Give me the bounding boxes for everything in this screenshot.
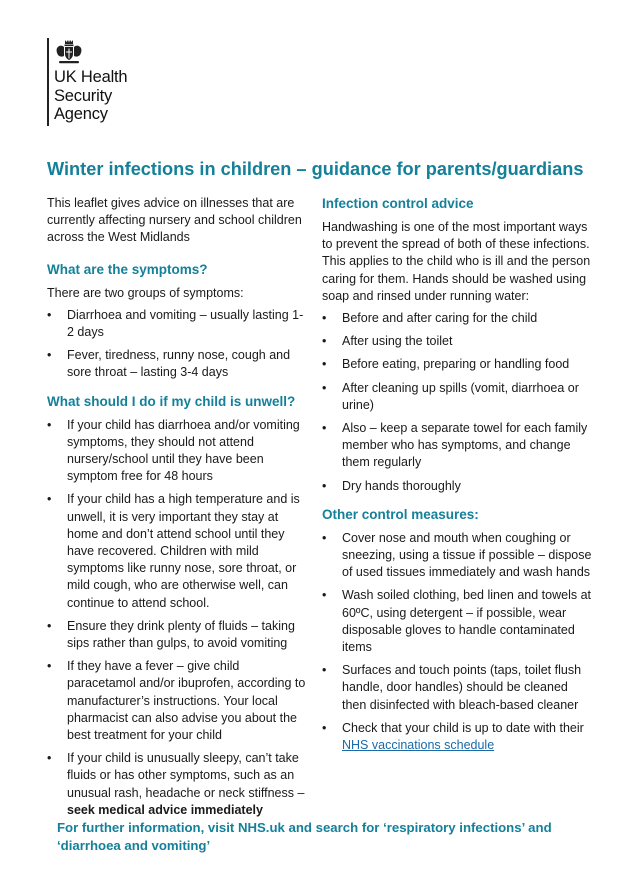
org-name-line1: UK Health [54,68,128,86]
bullet-icon: • [322,530,327,545]
bullet-icon: • [322,478,327,493]
urgent-advice: seek medical advice immediately [67,802,263,817]
list-item-text: If your child is unusually sleepy, can’t take fluids or has other symptoms, such as an unusual rash, headache or neck stiffness – [67,751,305,800]
bullet-icon: • [47,751,52,766]
logo-divider [47,38,49,126]
list-item-text: If your child has diarrhoea and/or vomiting symptoms, they should not attend nursery/school until they have been symptom free for 48 hours [67,417,300,484]
list-item [322,333,592,350]
list-item [322,478,592,495]
other-measures-heading: Other control measures: [322,506,479,522]
list-item-text: Cover nose and mouth when coughing or sneezing, using a tissue if possible – dispose of used tissues immediately and wash hands [342,530,592,580]
bullet-icon: • [322,334,327,349]
org-name-line3: Agency [54,105,108,123]
list-item-text: Before and after caring for the child [342,311,538,326]
bullet-icon: • [47,417,52,432]
symptoms-list [47,307,309,382]
bullet-icon: • [47,492,52,507]
list-item [322,310,592,327]
other-measures-list [322,530,592,754]
list-item [47,750,309,819]
list-item-text: Check that your child is up to date with their [342,720,584,735]
footer-note: For further information, visit NHS.uk and search for ‘respiratory infections’ and ‘diarrhoea and vomiting’ [57,820,552,853]
list-item-text: Before eating, preparing or handling food [342,357,570,372]
bullet-icon: • [322,663,327,678]
list-item [322,720,592,754]
list-item [322,420,592,472]
org-name-line2: Security [54,86,113,105]
bullet-icon: • [322,380,327,395]
list-item [47,417,309,486]
bullet-icon: • [322,720,327,735]
page-title: Winter infections in children – guidance for parents/guardians [47,159,584,179]
handwash-list [322,310,592,495]
list-item [322,587,592,656]
list-item-text: If they have a fever – give child paracetamol and/or ibuprofen, according to manufacturer’s instructions. Your local pharmacist can also advise you about the best treatment for your child [67,659,306,743]
nhs-vaccinations-link[interactable]: NHS vaccinations schedule [342,738,495,753]
symptoms-heading: What are the symptoms? [47,261,208,277]
unwell-heading: What should I do if my child is unwell? [47,393,296,409]
bullet-icon: • [47,348,52,363]
bullet-icon: • [47,618,52,633]
list-item [47,491,309,611]
list-item [322,356,592,373]
org-name [54,68,127,124]
intro-text: This leaflet gives advice on illnesses that are currently affecting nursery and school children across the West Midlands [47,196,302,245]
bullet-icon: • [322,421,327,436]
list-item [47,618,309,652]
list-item [47,307,309,341]
list-item-text: Ensure they drink plenty of fluids – taking sips rather than gulps, to avoid vomiting [67,618,295,651]
symptoms-intro: There are two groups of symptoms: [47,285,244,300]
list-item-text: Surfaces and touch points (taps, toilet flush handle, door handles) should be cleaned then disinfected with bleach-based cleaner [342,663,582,712]
bullet-icon: • [322,311,327,326]
left-column [47,195,309,825]
list-item-text: Fever, tiredness, runny nose, cough and sore throat – lasting 3-4 days [67,348,291,380]
list-item [47,347,309,381]
bullet-icon: • [47,307,52,322]
list-item [322,662,592,714]
list-item-text: If your child has a high temperature and is unwell, it is very important they stay at home and don’t attend school until they have recovered. Children with mild symptoms like runny nose, sore throat, or mild cough, who are otherwise well, can continue to attend school. [67,492,300,610]
list-item-text: Dry hands thoroughly [342,478,461,493]
list-item [322,530,592,582]
infection-control-heading: Infection control advice [322,196,474,211]
right-column [322,195,592,760]
list-item-text: After using the toilet [342,334,453,349]
list-item [322,380,592,414]
list-item-text: Wash soiled clothing, bed linen and towels at 60ºC, using detergent – if possible, wear disposable gloves to handle contaminated items [342,588,591,655]
unwell-list [47,417,309,819]
bullet-icon: • [47,659,52,674]
bullet-icon: • [322,357,327,372]
list-item [47,658,309,744]
bullet-icon: • [322,588,327,603]
list-item-text: After cleaning up spills (vomit, diarrhoea or urine) [342,380,579,412]
royal-crest-icon [54,38,84,66]
infection-control-intro: Handwashing is one of the most important ways to prevent the spread of both of these infections. This applies to the child who is ill and the person caring for them. Hands should be washed using soap and rinsed under running water: [322,220,591,303]
list-item-text: Also – keep a separate towel for each family member who has symptoms, and change them regularly [342,421,588,470]
list-item-text: Diarrhoea and vomiting – usually lasting 1-2 days [67,307,304,340]
